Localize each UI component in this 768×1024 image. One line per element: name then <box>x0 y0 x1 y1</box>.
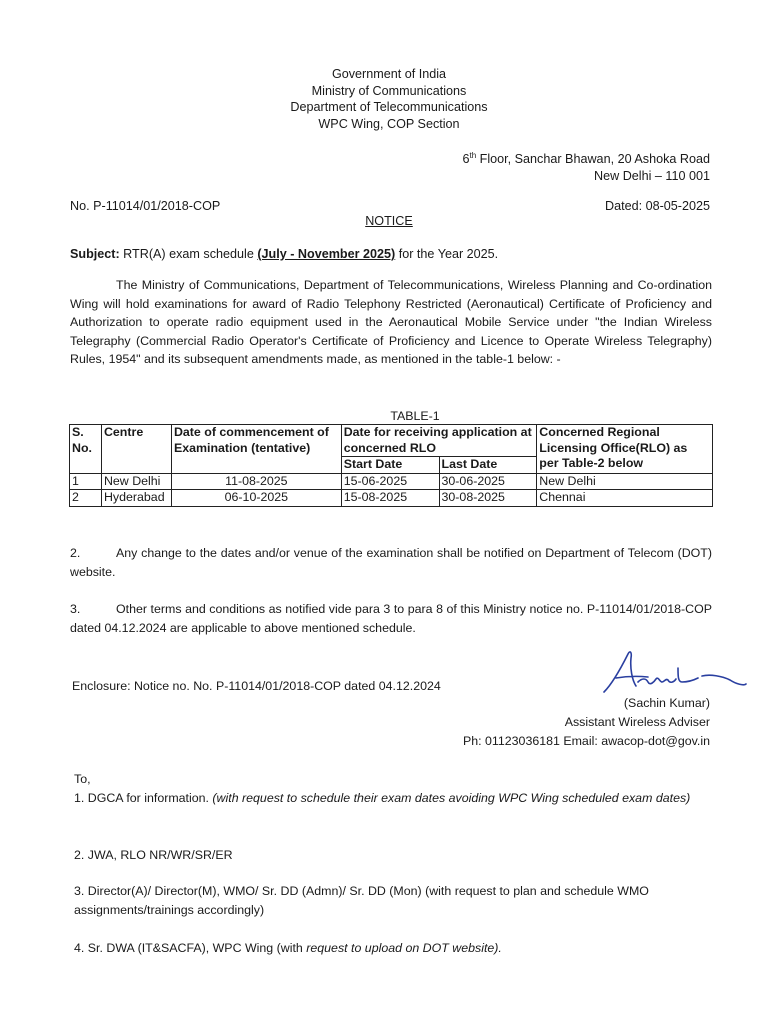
cell-rlo: Chennai <box>537 490 713 507</box>
subject-period: (July - November 2025) <box>257 247 396 261</box>
cell-sno: 1 <box>70 473 102 490</box>
letterhead-line: Department of Telecommunications <box>290 100 488 114</box>
letterhead-line: Ministry of Communications <box>311 83 467 98</box>
cell-centre: Hyderabad <box>101 490 171 507</box>
header-date-for: Date for receiving application at concerned RLO <box>341 425 537 457</box>
para-text: Other terms and conditions as notified vide para 3 to para 8 of this Ministry notice no. P-11014/01/2018-COP dated 04.12.2024 are applicable to above mentioned schedule. <box>70 602 712 635</box>
para-text: Any change to the dates and/or venue of the examination shall be notified on Department of Telecom (DOT) website. <box>70 546 712 579</box>
distribution-item-3: 3. Director(A)/ Director(M), WMO/ Sr. DD (Admn)/ Sr. DD (Mon) (with request to plan and schedule WMO assignments/trainings accordingly) <box>74 884 649 917</box>
cell-exam-date: 11-08-2025 <box>171 473 341 490</box>
cell-start-date: 15-08-2025 <box>341 490 439 507</box>
letterhead-line: Government of India <box>331 67 447 81</box>
office-address <box>462 148 710 184</box>
header-start-date: Start Date <box>341 457 439 474</box>
distribution-item-4: 4. Sr. DWA (IT&SACFA), WPC Wing (with request to upload on DOT website). <box>74 941 502 955</box>
header-sno: S. No. <box>70 425 102 474</box>
paragraph-2 <box>70 544 712 581</box>
letterhead <box>0 66 768 132</box>
to-label: To, <box>74 772 91 786</box>
signatory-designation: Assistant Wireless Adviser <box>564 715 710 729</box>
date-line: Dated: 08-05-2025 <box>604 199 710 213</box>
table-row <box>70 473 713 490</box>
header-rlo: Concerned Regional Licensing Office(RLO) as per Table-2 below <box>537 425 713 474</box>
cell-sno: 2 <box>70 490 102 507</box>
paragraph-1: The Ministry of Communications, Department of Telecommunications, Wireless Planning and Co-ordination Wing will hold examinations for award of Radio Telephony Restricted (Aeronautical) Certificate of Proficiency and Authorization to operate radio equipment used in the Aeronautical Mobile Service under "the Indian Wireless Telegraphy (Commercial Radio Operator's Certificate of Proficiency and Licence to Operate Wireless Telegraphy) Rules, 1954" and its subsequent amendments made, as mentioned in the table-1 below: - <box>70 278 712 367</box>
table-caption: TABLE-1 <box>390 409 440 423</box>
signatory-name: (Sachin Kumar) <box>623 696 710 710</box>
address-line-1: 6th Floor, Sanchar Bhawan, 20 Ashoka Road <box>462 151 710 167</box>
notice-title: NOTICE <box>365 214 413 228</box>
header-centre: Centre <box>101 425 171 474</box>
subject-line: Subject: RTR(A) exam schedule (July - November 2025) for the Year 2025. <box>70 247 499 261</box>
header-commencement: Date of commencement of Examination (tentative) <box>171 425 341 474</box>
paragraph-3 <box>70 600 712 637</box>
address-line-2: New Delhi – 110 001 <box>594 168 710 183</box>
distribution-item-1: 1. DGCA for information. (with request to schedule their exam dates avoiding WPC Wing scheduled exam dates) <box>74 791 691 805</box>
cell-last-date: 30-06-2025 <box>439 473 537 490</box>
subject-label: Subject: <box>70 247 120 261</box>
header-last-date: Last Date <box>439 457 537 474</box>
para-number: 3. <box>70 602 81 616</box>
cell-rlo: New Delhi <box>537 473 713 490</box>
cell-centre: New Delhi <box>101 473 171 490</box>
signatory-block <box>463 694 710 751</box>
cell-exam-date: 06-10-2025 <box>171 490 341 507</box>
cell-start-date: 15-06-2025 <box>341 473 439 490</box>
signatory-contact: Ph: 01123036181 Email: awacop-dot@gov.in <box>462 734 710 748</box>
para-number: 2. <box>70 546 81 560</box>
table-row <box>70 490 713 507</box>
letterhead-line: WPC Wing, COP Section <box>318 116 460 131</box>
reference-number: No. P-11014/01/2018-COP <box>70 199 221 213</box>
table-header-row <box>70 425 713 457</box>
distribution-item-2: 2. JWA, RLO NR/WR/SR/ER <box>74 848 233 862</box>
enclosure-line: Enclosure: Notice no. No. P-11014/01/2018-COP dated 04.12.2024 <box>72 679 441 693</box>
exam-schedule-table <box>69 424 713 507</box>
cell-last-date: 30-08-2025 <box>439 490 537 507</box>
